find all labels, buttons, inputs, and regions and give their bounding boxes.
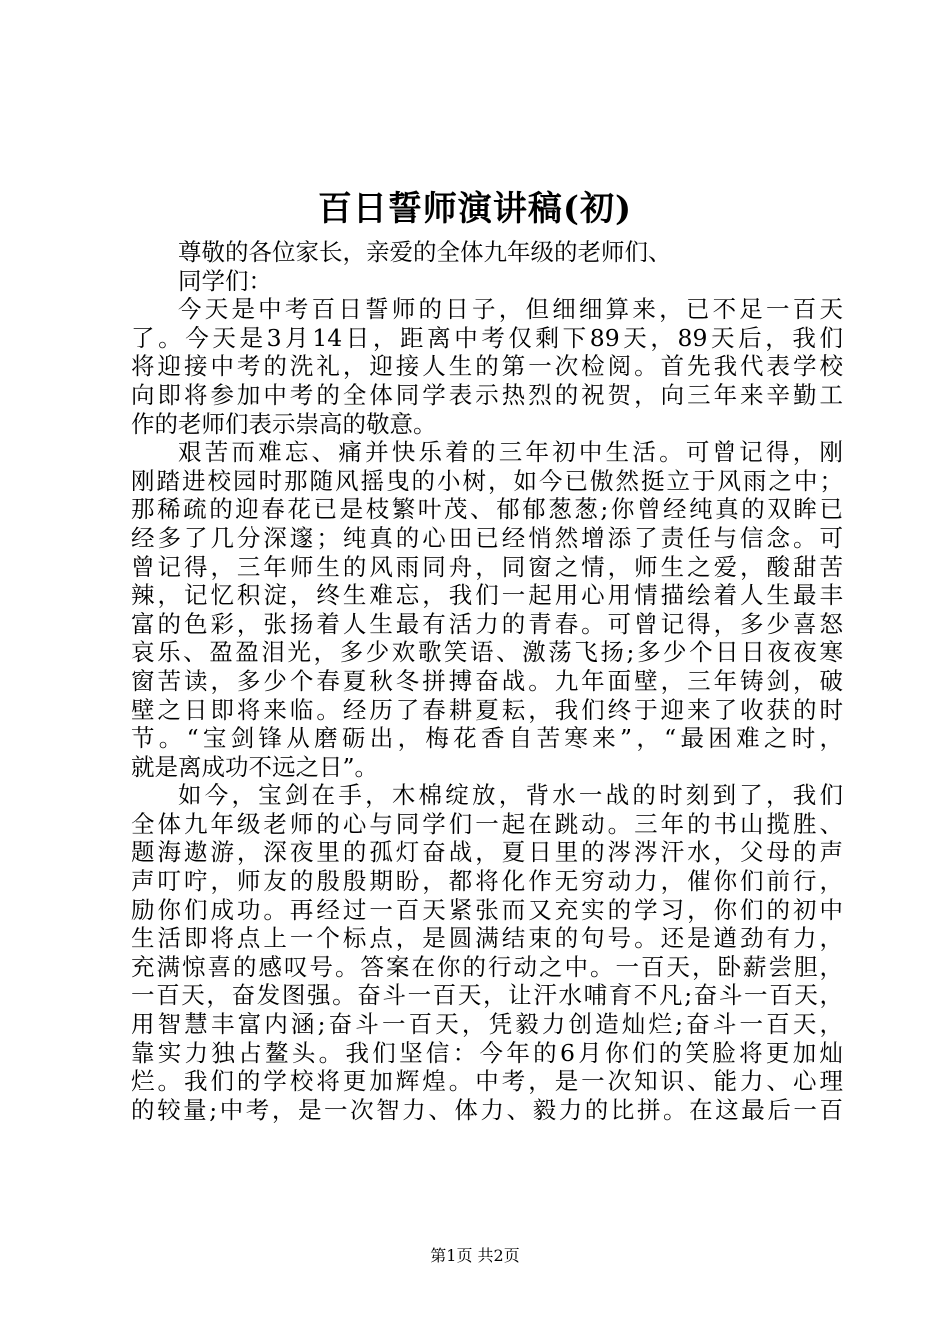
paragraph-line: 励你们成功。再经过一百天紧张而又充实的学习，你们的初中	[131, 895, 843, 924]
paragraph-line: 用智慧丰富内涵;奋斗一百天，凭毅力创造灿烂;奋斗一百天，	[131, 1010, 843, 1039]
paragraph-line: 节。“宝剑锋从磨砺出，梅花香自苦寒来”，“最困难之时，	[131, 724, 843, 753]
paragraph-line: 声叮咛，师友的殷殷期盼，都将化作无穷动力，催你们前行，	[131, 867, 843, 896]
paragraph-line: 辣，记忆积淀，终生难忘，我们一起用心用情描绘着人生最丰	[131, 581, 843, 610]
paragraph-line: 如今，宝剑在手，木棉绽放，背水一战的时刻到了，我们	[178, 781, 843, 810]
paragraph-line: 作的老师们表示崇高的敬意。	[131, 409, 437, 438]
paragraph-line: 富的色彩，张扬着人生最有活力的青春。可曾记得，多少喜怒	[131, 609, 843, 638]
paragraph-line: 就是离成功不远之日”。	[131, 752, 379, 781]
paragraph-line: 同学们：	[178, 266, 272, 295]
paragraph-line: 全体九年级老师的心与同学们一起在跳动。三年的书山揽胜、	[131, 809, 843, 838]
paragraph-line: 曾记得，三年师生的风雨同舟，同窗之情，师生之爱，酸甜苦	[131, 552, 843, 581]
paragraph-line: 生活即将点上一个标点，是圆满结束的句号。还是遒劲有力，	[131, 924, 843, 953]
paragraph-line: 哀乐、盈盈泪光，多少欢歌笑语、激荡飞扬;多少个日日夜夜寒	[131, 638, 843, 667]
paragraph-line: 靠实力独占鳌头。我们坚信：今年的6月你们的笑脸将更加灿	[131, 1038, 843, 1067]
paragraph-line: 尊敬的各位家长，亲爱的全体九年级的老师们、	[178, 238, 672, 266]
paragraph-line: 窗苦读，多少个春夏秋冬拼搏奋战。九年面壁，三年铸剑，破	[131, 666, 843, 695]
paragraph-line: 的较量;中考，是一次智力、体力、毅力的比拼。在这最后一百	[131, 1095, 843, 1124]
page-footer: 第1页 共2页	[430, 1246, 520, 1265]
paragraph-line: 艰苦而难忘、痛并快乐着的三年初中生活。可曾记得，刚	[178, 438, 843, 467]
paragraph-line: 经多了几分深邃；纯真的心田已经悄然增添了责任与信念。可	[131, 523, 843, 552]
paragraph-line: 今天是中考百日誓师的日子，但细细算来，已不足一百天	[178, 295, 843, 324]
paragraph-line: 壁之日即将来临。经历了春耕夏耘，我们终于迎来了收获的时	[131, 695, 843, 724]
paragraph-line: 了。今天是3月14日，距离中考仅剩下89天，89天后，我们	[131, 323, 843, 352]
paragraph-line: 题海遨游，深夜里的孤灯奋战，夏日里的涔涔汗水，父母的声	[131, 838, 843, 867]
document-title: 百日誓师演讲稿(初)	[317, 189, 633, 229]
paragraph-line: 那稀疏的迎春花已是枝繁叶茂、郁郁葱葱;你曾经纯真的双眸已	[131, 495, 843, 524]
paragraph-line: 向即将参加中考的全体同学表示热烈的祝贺，向三年来辛勤工	[131, 380, 843, 409]
paragraph-line: 一百天，奋发图强。奋斗一百天，让汗水哺育不凡;奋斗一百天，	[131, 981, 843, 1010]
paragraph-line: 将迎接中考的洗礼，迎接人生的第一次检阅。首先我代表学校	[131, 352, 843, 381]
paragraph-line: 充满惊喜的感叹号。答案在你的行动之中。一百天，卧薪尝胆，	[131, 952, 843, 981]
paragraph-line: 刚踏进校园时那随风摇曳的小树，如今已傲然挺立于风雨之中；	[131, 466, 843, 495]
document-body	[131, 238, 843, 1124]
paragraph-line: 烂。我们的学校将更加辉煌。中考，是一次知识、能力、心理	[131, 1067, 843, 1096]
